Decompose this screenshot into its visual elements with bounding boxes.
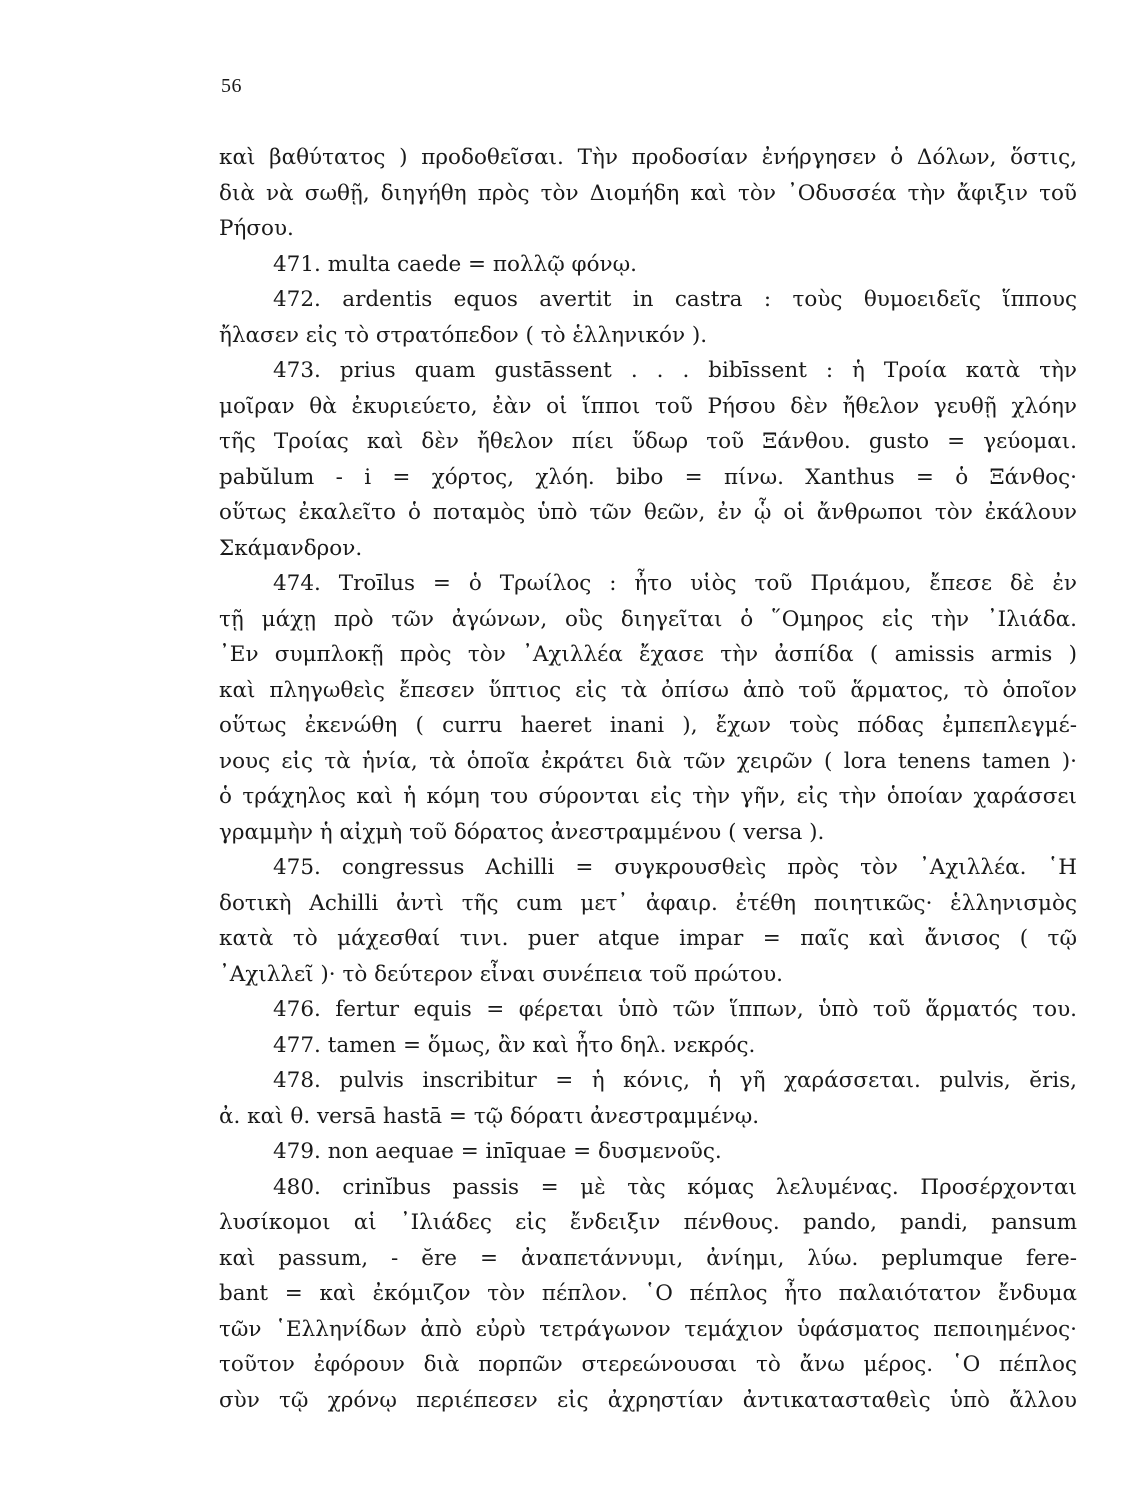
commentary-entry-line: 479. non aequae = inīquae = δυσμενοῦς. xyxy=(273,1139,722,1164)
text-line: pabŭlum - i = χόρτος, χλόη. bibo = πίνω. Xanthus = ὁ Ξάνθος· xyxy=(219,464,1077,490)
text-line: τοῦτον ἐφόρουν διὰ πορπῶν στερεώνουσαι τὸ ἄνω μέρος. ῾Ο πέπλος xyxy=(219,1352,1077,1377)
text-line: νους εἰς τὰ ἡνία, τὰ ὁποῖα ἐκράτει διὰ τῶν χειρῶν ( lora tenens tamen )· xyxy=(219,748,1077,774)
text-line: δοτικὴ Achilli ἀντὶ τῆς cum μετ᾿ ἀφαιρ. ἐτέθη ποιητικῶς· ἑλληνισμὸς xyxy=(219,890,1077,916)
commentary-entry-line: 478. pulvis inscribitur = ἡ κόνις, ἡ γῆ χαράσσεται. pulvis, ĕris, xyxy=(273,1068,1077,1093)
commentary-entry-line: 473. prius quam gustāssent . . . bibīssent : ἡ Τροία κατὰ τὴν xyxy=(273,358,1077,383)
commentary-entry-line: 480. crinĭbus passis = μὲ τὰς κόμας λελυμένας. Προσέρχονται xyxy=(273,1174,1077,1200)
text-line: οὕτως ἐκενώθη ( curru haeret inani ), ἔχων τοὺς πόδας ἐμπεπλεγμέ- xyxy=(219,713,1077,738)
commentary-text xyxy=(219,140,1077,1418)
commentary-entry-line: 475. congressus Achilli = συγκρουσθεὶς πρὸς τὸν ᾿Αχιλλέα. ῾Η xyxy=(273,855,1077,880)
text-line: μοῖραν θὰ ἐκυριεύετο, ἐὰν οἱ ἵπποι τοῦ Ρήσου δὲν ἤθελον γευθῇ χλόην xyxy=(219,393,1077,419)
text-line: ἀ. καὶ θ. versā hastā = τῷ δόρατι ἀνεστραμμένῳ. xyxy=(219,1103,760,1129)
text-line: καὶ πληγωθεὶς ἔπεσεν ὕπτιος εἰς τὰ ὀπίσω ἀπὸ τοῦ ἅρματος, τὸ ὁποῖον xyxy=(219,677,1077,703)
text-line: τῶν ῾Ελληνίδων ἀπὸ εὐρὺ τετράγωνον τεμάχιον ὑφάσματος πεποιημένος· xyxy=(219,1316,1077,1342)
text-line: τῆς Τροίας καὶ δὲν ἤθελον πίει ὕδωρ τοῦ Ξάνθου. gusto = γεύομαι. xyxy=(219,429,1077,454)
text-line: σὺν τῷ χρόνῳ περιέπεσεν εἰς ἀχρηστίαν ἀντικατασταθεὶς ὑπὸ ἄλλου xyxy=(219,1387,1077,1413)
text-line: Σκάμανδρον. xyxy=(219,535,363,561)
text-line: κατὰ τὸ μάχεσθαί τινι. puer atque impar = παῖς καὶ ἄνισος ( τῷ xyxy=(219,926,1077,951)
text-line: λυσίκομοι αἱ ᾿Ιλιάδες εἰς ἔνδειξιν πένθους. pando, pandi, pansum xyxy=(219,1210,1077,1235)
page-number: 56 xyxy=(221,75,242,97)
commentary-entry-line: 472. ardentis equos avertit in castra : τοὺς θυμοειδεῖς ἵππους xyxy=(273,287,1077,312)
text-line: ᾿Αχιλλεῖ )· τὸ δεύτερον εἶναι συνέπεια τοῦ πρώτου. xyxy=(219,961,784,987)
text-line: καὶ βαθύτατος ) προδοθεῖσαι. Τὴν προδοσίαν ἐνήργησεν ὁ Δόλων, ὅστις, xyxy=(219,145,1077,170)
text-line: ᾿Εν συμπλοκῇ πρὸς τὸν ᾿Αχιλλέα ἔχασε τὴν ἀσπίδα ( amissis armis ) xyxy=(219,642,1077,667)
text-line: τῇ μάχῃ πρὸ τῶν ἀγώνων, οὓς διηγεῖται ὁ ῞Ομηρος εἰς τὴν ᾿Ιλιάδα. xyxy=(219,606,1077,632)
text-line: οὕτως ἐκαλεῖτο ὁ ποταμὸς ὑπὸ τῶν θεῶν, ἐν ᾧ οἱ ἄνθρωποι τὸν ἐκάλουν xyxy=(219,500,1077,525)
text-line: γραμμὴν ἡ αἰχμὴ τοῦ δόρατος ἀνεστραμμένου ( versa ). xyxy=(219,819,825,845)
text-line: ὁ τράχηλος καὶ ἡ κόμη του σύρονται εἰς τὴν γῆν, εἰς τὴν ὁποίαν χαράσσει xyxy=(219,784,1077,809)
commentary-entry-line: 477. tamen = ὅμως, ἂν καὶ ἦτο δηλ. νεκρός. xyxy=(273,1032,756,1058)
text-line: ἤλασεν εἰς τὸ στρατόπεδον ( τὸ ἑλληνικόν ). xyxy=(219,322,708,348)
commentary-entry-line: 476. fertur equis = φέρεται ὑπὸ τῶν ἵππων, ὑπὸ τοῦ ἅρματός του. xyxy=(273,997,1077,1022)
text-line: καὶ passum, - ĕre = ἀναπετάννυμι, ἀνίημι, λύω. peplumque fere- xyxy=(219,1245,1077,1271)
text-line: διὰ νὰ σωθῇ, διηγήθη πρὸς τὸν Διομήδη καὶ τὸν ᾿Οδυσσέα τὴν ἄφιξιν τοῦ xyxy=(219,180,1077,206)
text-line: bant = καὶ ἐκόμιζον τὸν πέπλον. ῾Ο πέπλος ἦτο παλαιότατον ἔνδυμα xyxy=(219,1281,1077,1306)
commentary-entry-line: 471. multa caede = πολλῷ φόνῳ. xyxy=(273,251,637,277)
commentary-entry-line: 474. Troīlus = ὁ Τρωίλος : ἦτο υἱὸς τοῦ Πριάμου, ἔπεσε δὲ ἐν xyxy=(273,571,1077,596)
text-line: Ρήσου. xyxy=(219,216,294,241)
